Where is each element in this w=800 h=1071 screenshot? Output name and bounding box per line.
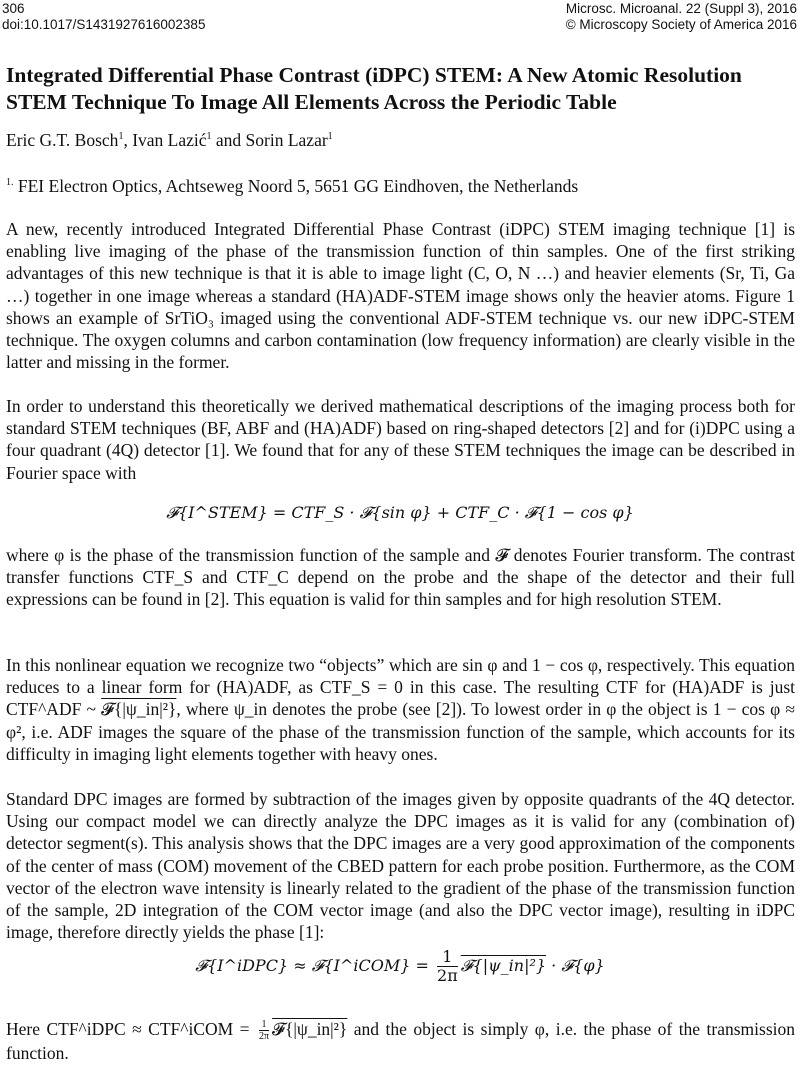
- author-name: Sorin Lazar: [245, 130, 328, 150]
- affiliation-text: FEI Electron Optics, Achtseweg Noord 5, 5651 GG Eindhoven, the Netherlands: [13, 176, 579, 196]
- author-separator: ,: [123, 130, 133, 150]
- author-list: [6, 130, 333, 151]
- paragraph-intro: A new, recently introduced Integrated Differential Phase Contrast (iDPC) STEM imaging technique [1] is enabling live imaging of the phase of the transmission function of thin samples. One of the first striking advantages of this new technique is that it is able to image light (C, O, N …) and heavier elements (Sr, Ti, Ga …) together in one image whereas a standard (HA)ADF-STEM image shows only the heavier atoms. Figure 1 shows an example of SrTiO₃ imaged using the conventional ADF-STEM technique vs. our new iDPC-STEM technique. The oxygen columns and carbon contamination (low frequency information) are clearly visible in the latter and missing in the former.: [6, 219, 795, 373]
- affiliation: [6, 176, 578, 197]
- paragraph-dpc: Standard DPC images are formed by subtraction of the images given by opposite quadrants of the 4Q detector. Using our compact model we can directly analyze the DPC images as it is valid for any (combination of) detector segment(s). This analysis shows that the DPC images are a very good approximation of the components of the center of mass (COM) movement of the CBED pattern for each probe position. Furthermore, as the COM vector of the electron wave intensity is linearly related to the gradient of the phase of the transmission function of the sample, 2D integration of the COM vector image (and also the DPC vector image), resulting in iDPC image, therefore directly yields the phase [1]:: [6, 789, 795, 943]
- paragraph-text: and the object is simply φ, i.e. the phase of the transmission function.: [6, 1019, 795, 1064]
- equation-idpc: [0, 948, 800, 985]
- equation-lhs: 𝓕{I^iDPC} ≈ 𝓕{I^iCOM} =: [195, 956, 435, 975]
- probe-intensity-overline: 𝓕{|ψ_in|²}: [101, 699, 177, 720]
- fraction-denominator: 2π: [437, 966, 458, 985]
- fraction: [259, 1019, 269, 1042]
- copyright: © Microscopy Society of America 2016: [565, 17, 797, 32]
- author-separator: and: [211, 130, 246, 150]
- paragraph-text: , where ψ_in denotes the probe (see [2]). To lowest order in φ the object is 1 − cos φ ≈ φ², i.e. ADF images the square of the phase of the transmission function of the sample, which accounts for its difficulty in imaging light elements together with heavy ones.: [6, 699, 795, 764]
- paper-title: Integrated Differential Phase Contrast (iDPC) STEM: A New Atomic Resolution STEM Technique To Image All Elements Across the Periodic Table: [6, 63, 742, 114]
- affiliation-mark: 1.: [6, 177, 14, 189]
- author-affil-mark: 1: [206, 131, 212, 143]
- fraction: [437, 948, 458, 985]
- equation-stem-image: 𝓕{I^STEM} = CTF_S · 𝓕{sin φ} + CTF_C · 𝓕{1 − cos φ}: [166, 503, 634, 522]
- equation-rhs: · 𝓕{φ}: [546, 956, 605, 975]
- author-affil-mark: 1: [327, 131, 333, 143]
- paragraph-theory: In order to understand this theoretically we derived mathematical descriptions of the imaging process both for standard STEM techniques (BF, ABF and (HA)ADF) based on ring-shaped detectors [2] and for (i)DPC using a four quadrant (4Q) detector [1]. We found that for any of these STEM techniques the image can be described in Fourier space with: [6, 396, 795, 483]
- fraction-numerator: 1: [259, 1019, 269, 1031]
- author-affil-mark: 1: [118, 131, 124, 143]
- paragraph-ctf: where φ is the phase of the transmission function of the sample and 𝓕 denotes Fourier transform. The contrast transfer functions CTF_S and CTF_C depend on the probe and the shape of the detector and their full expressions can be found in [2]. This equation is valid for thin samples and for high resolution STEM.: [6, 545, 795, 610]
- page-header-left: [2, 1, 205, 33]
- author-name: Ivan Lazić: [132, 130, 207, 150]
- doi: doi:10.1017/S1431927616002385: [2, 17, 206, 32]
- paragraph-nonlinear: [6, 654, 795, 765]
- fraction-numerator: 1: [437, 948, 458, 967]
- journal-citation: Microsc. Microanal. 22 (Suppl 3), 2016: [565, 1, 797, 16]
- probe-intensity-overline: 𝓕{|ψ_in|²}: [272, 1019, 348, 1039]
- page-number: 306: [2, 1, 25, 16]
- paragraph-conclusion: [6, 1018, 795, 1065]
- paragraph-text: In this nonlinear equation we recognize two “objects” which are sin φ and 1 − cos φ, respectively. This equation reduces to a linear form for (HA)ADF, as CTF_S = 0 in this case. The resulting CTF for (HA)ADF is just CTF^ADF ~: [6, 655, 795, 720]
- probe-intensity-overline: 𝓕{|ψ_in|²}: [460, 956, 547, 975]
- author-name: Eric G.T. Bosch: [6, 130, 119, 150]
- fraction-denominator: 2π: [258, 1031, 270, 1043]
- paragraph-text: Here CTF^iDPC ≈ CTF^iCOM =: [6, 1019, 256, 1039]
- page-header-right: [566, 1, 797, 33]
